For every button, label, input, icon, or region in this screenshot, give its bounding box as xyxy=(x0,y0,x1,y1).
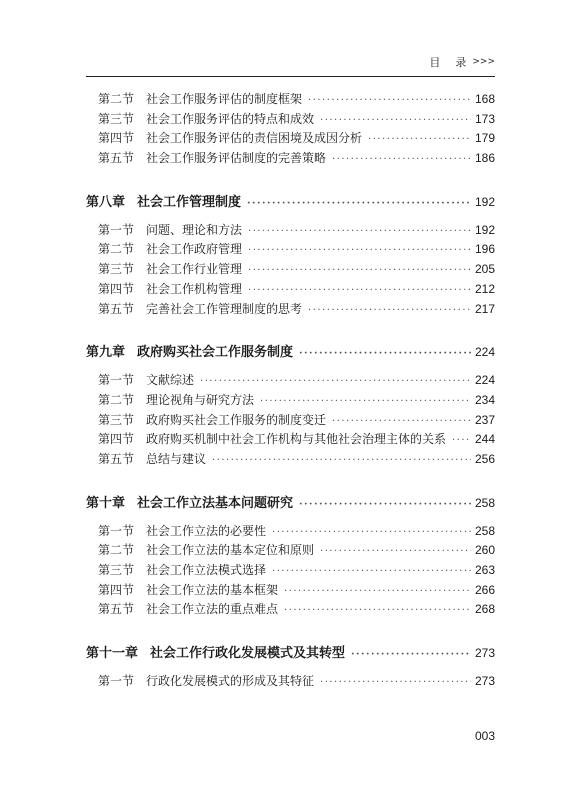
section-title: 文献综述 xyxy=(146,373,195,388)
section-entry[interactable] xyxy=(86,561,495,581)
section-entry[interactable] xyxy=(86,600,495,620)
leader-dots xyxy=(284,582,471,602)
section-entry[interactable] xyxy=(86,430,495,450)
chapter-page: 258 xyxy=(474,495,495,510)
section-number: 第一节 xyxy=(98,674,135,689)
section-number: 第一节 xyxy=(98,523,135,538)
section-page: 168 xyxy=(474,92,495,106)
section-number: 第五节 xyxy=(98,301,135,316)
section-number: 第四节 xyxy=(98,131,135,146)
section-number: 第三节 xyxy=(98,262,135,277)
table-of-contents xyxy=(86,90,495,714)
section-number: 第一节 xyxy=(98,222,135,237)
section-entry[interactable] xyxy=(86,90,495,110)
chapter-title: 社会工作管理制度 xyxy=(137,194,242,210)
section-page: 268 xyxy=(474,602,495,617)
section-number: 第四节 xyxy=(98,281,135,296)
chapter-page: 224 xyxy=(474,345,495,360)
leader-dots xyxy=(284,601,471,621)
section-entry[interactable] xyxy=(86,581,495,601)
chapter-entry[interactable] xyxy=(86,642,495,664)
section-page: 266 xyxy=(474,582,495,597)
leader-dots xyxy=(452,431,471,451)
section-entry[interactable] xyxy=(86,450,495,470)
chapter-title: 社会工作立法基本问题研究 xyxy=(137,495,294,511)
leader-dots xyxy=(351,644,471,666)
leader-dots xyxy=(320,673,471,693)
chapter-entry[interactable] xyxy=(86,492,495,514)
section-title: 社会工作服务评估的制度框架 xyxy=(146,92,303,106)
section-number: 第二节 xyxy=(98,92,135,106)
section-entry[interactable] xyxy=(86,391,495,411)
section-entry[interactable] xyxy=(86,129,495,149)
section-page: 224 xyxy=(474,373,495,388)
section-page: 192 xyxy=(474,222,495,237)
section-title: 社会工作立法模式选择 xyxy=(146,563,267,577)
leader-dots xyxy=(200,372,471,392)
section-title: 政府购买机制中社会工作机构与其他社会治理主体的关系 xyxy=(146,432,447,447)
chapter-block xyxy=(86,492,495,620)
header-title: 目 录 xyxy=(429,56,469,69)
section-page: 263 xyxy=(474,563,495,577)
section-number: 第五节 xyxy=(98,451,135,466)
section-page: 179 xyxy=(474,131,495,146)
section-entry[interactable] xyxy=(86,149,495,169)
section-title: 社会工作服务评估的责信困境及成因分析 xyxy=(146,131,363,146)
leader-dots xyxy=(308,91,471,111)
leader-dots xyxy=(272,562,471,582)
section-number: 第三节 xyxy=(98,412,135,427)
chapter-number: 第九章 xyxy=(86,345,126,361)
section-entry[interactable] xyxy=(86,240,495,260)
leader-dots xyxy=(368,130,471,150)
section-page: 244 xyxy=(474,432,495,447)
section-entry[interactable] xyxy=(86,300,495,320)
section-title: 问题、理论和方法 xyxy=(146,222,243,237)
leader-dots xyxy=(212,451,471,471)
section-number: 第四节 xyxy=(98,582,135,597)
section-number: 第五节 xyxy=(98,602,135,617)
chapter-block xyxy=(86,90,495,169)
chapter-page: 273 xyxy=(474,646,495,661)
section-page: 237 xyxy=(474,412,495,427)
chapter-number: 第十一章 xyxy=(86,646,139,662)
leader-dots xyxy=(248,241,471,261)
leader-dots xyxy=(299,343,471,365)
section-page: 234 xyxy=(474,392,495,407)
section-number: 第二节 xyxy=(98,392,135,407)
section-number: 第二节 xyxy=(98,242,135,257)
section-title: 社会工作立法的重点难点 xyxy=(146,602,279,617)
section-title: 社会工作立法的必要性 xyxy=(146,523,267,538)
section-title: 社会工作立法的基本定位和原则 xyxy=(146,543,315,558)
page-number: 003 xyxy=(474,729,495,743)
leader-dots xyxy=(272,523,471,543)
section-page: 205 xyxy=(474,262,495,277)
leader-dots xyxy=(247,193,471,215)
section-title: 政府购买社会工作服务的制度变迁 xyxy=(146,412,327,427)
section-entry[interactable] xyxy=(86,672,495,692)
section-entry[interactable] xyxy=(86,280,495,300)
section-page: 186 xyxy=(474,151,495,166)
section-entry[interactable] xyxy=(86,260,495,280)
chapter-page: 192 xyxy=(474,194,495,209)
leader-dots xyxy=(320,111,471,131)
leader-dots xyxy=(320,542,471,562)
header-divider xyxy=(86,76,495,77)
section-page: 217 xyxy=(474,301,495,316)
chapter-block xyxy=(86,642,495,692)
section-entry[interactable] xyxy=(86,371,495,391)
section-page: 256 xyxy=(474,451,495,466)
section-title: 社会工作政府管理 xyxy=(146,242,243,257)
section-number: 第四节 xyxy=(98,432,135,447)
section-title: 总结与建议 xyxy=(146,451,207,466)
leader-dots xyxy=(248,222,471,242)
section-title: 完善社会工作管理制度的思考 xyxy=(146,301,303,316)
leader-dots xyxy=(308,301,471,321)
leader-dots xyxy=(260,392,471,412)
section-entry[interactable] xyxy=(86,522,495,542)
section-entry[interactable] xyxy=(86,411,495,431)
running-header xyxy=(429,54,495,70)
chapter-entry[interactable] xyxy=(86,341,495,363)
chapter-block xyxy=(86,191,495,319)
section-title: 社会工作机构管理 xyxy=(146,281,243,296)
section-page: 196 xyxy=(474,242,495,257)
section-number: 第三节 xyxy=(98,111,135,126)
section-title: 社会工作服务评估制度的完善策略 xyxy=(146,151,327,166)
section-number: 第五节 xyxy=(98,151,135,166)
section-number: 第一节 xyxy=(98,373,135,388)
section-title: 社会工作服务评估的特点和成效 xyxy=(146,111,315,126)
section-page: 260 xyxy=(474,543,495,558)
leader-dots xyxy=(299,494,471,516)
section-page: 173 xyxy=(474,111,495,126)
section-page: 212 xyxy=(474,281,495,296)
chapter-number: 第八章 xyxy=(86,194,126,210)
section-number: 第二节 xyxy=(98,543,135,558)
leader-dots xyxy=(248,281,471,301)
chapter-number: 第十章 xyxy=(86,495,126,511)
chapter-entry[interactable] xyxy=(86,191,495,213)
section-page: 258 xyxy=(474,523,495,538)
leader-dots xyxy=(248,261,471,281)
chapter-title: 政府购买社会工作服务制度 xyxy=(137,345,294,361)
section-entry[interactable] xyxy=(86,110,495,130)
leader-dots xyxy=(332,412,471,432)
section-page: 273 xyxy=(474,674,495,689)
chapter-title: 社会工作行政化发展模式及其转型 xyxy=(150,646,346,662)
chevron-right-icon: >>> xyxy=(472,57,495,67)
leader-dots xyxy=(332,150,471,170)
section-entry[interactable] xyxy=(86,541,495,561)
section-title: 社会工作立法的基本框架 xyxy=(146,582,279,597)
section-number: 第三节 xyxy=(98,563,135,577)
section-title: 社会工作行业管理 xyxy=(146,262,243,277)
section-title: 行政化发展模式的形成及其特征 xyxy=(146,674,315,689)
section-entry[interactable] xyxy=(86,221,495,241)
section-title: 理论视角与研究方法 xyxy=(146,392,255,407)
chapter-block xyxy=(86,341,495,469)
